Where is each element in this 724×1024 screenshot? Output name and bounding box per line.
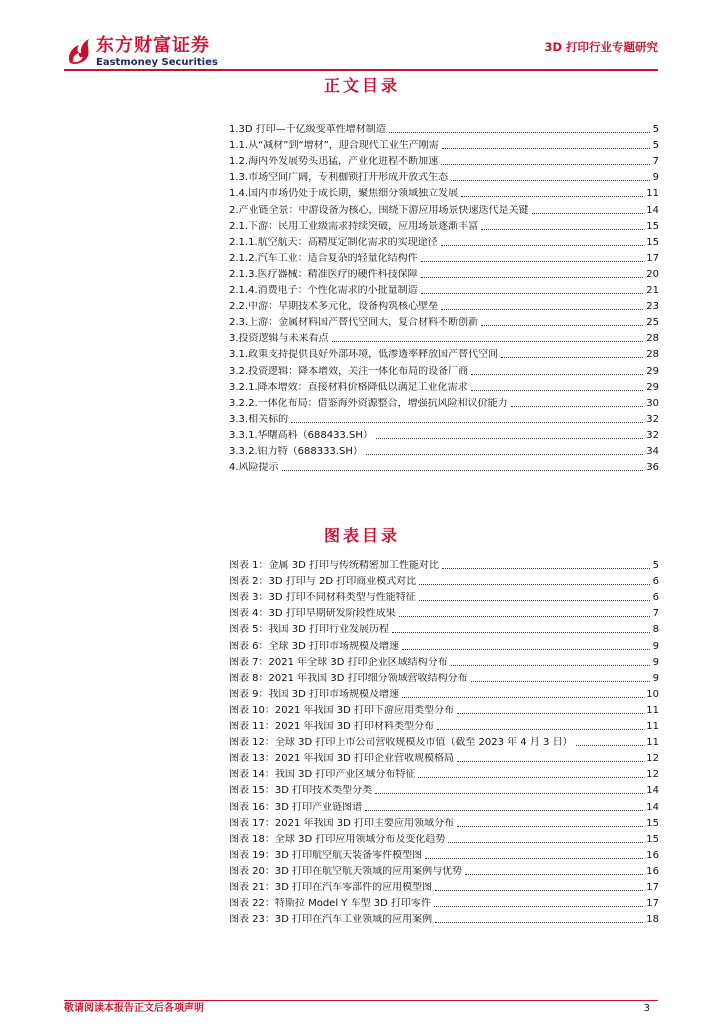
figures-title: 图表目录 (323, 526, 400, 545)
toc-entry[interactable] (229, 361, 659, 377)
figure-entry-text: 图表 17：2021 年我国 3D 打印主要应用领域分布 (229, 817, 454, 829)
toc-title: 正文目录 (323, 76, 400, 95)
toc-entry[interactable] (229, 442, 659, 458)
figure-entry[interactable] (229, 604, 659, 620)
figure-entry[interactable] (229, 781, 659, 797)
dot-leader (437, 729, 643, 730)
report-type: 3D 打印行业专题研究 (544, 40, 658, 54)
figure-entry-text: 图表 12：全球 3D 打印上市公司营收规模及市值（截至 2023 年 4 月 3 日） (229, 737, 573, 749)
toc-entry-page: 9 (652, 172, 659, 184)
toc-entry-text: 3.3.1.华曙高科（688433.SH） (229, 429, 373, 441)
footer-divider (64, 1000, 658, 1001)
dot-leader (435, 922, 643, 923)
figure-entry-page: 15 (646, 817, 659, 829)
toc-entry-page: 15 (646, 220, 659, 232)
figure-entry[interactable] (229, 910, 659, 926)
toc-entry-text: 1.3.市场空间广阔，专利枷锁打开形成开放式生态 (229, 172, 449, 184)
figure-entry-text: 图表 23：3D 打印在汽车工业领域的应用案例 (229, 914, 433, 926)
dot-leader (481, 325, 643, 326)
toc-entry[interactable] (229, 217, 659, 233)
figure-entry-page: 16 (646, 849, 659, 861)
dot-leader (457, 826, 643, 827)
dot-leader (465, 874, 643, 875)
dot-leader (392, 632, 650, 633)
figure-entry-text: 图表 2：3D 打印与 2D 打印商业模式对比 (229, 576, 417, 588)
dot-leader (457, 761, 643, 762)
toc-entry-page: 32 (646, 429, 659, 441)
figure-entry-text: 图表 14：我国 3D 打印产业区域分布特征 (229, 769, 416, 781)
toc-entry[interactable] (229, 378, 659, 394)
figure-entry-page: 6 (652, 592, 659, 604)
figure-entry[interactable] (229, 894, 659, 910)
figure-entry-text: 图表 6：全球 3D 打印市场规模及增速 (229, 640, 399, 652)
figure-entry-text: 图表 5：我国 3D 打印行业发展历程 (229, 624, 389, 636)
dot-leader (451, 180, 650, 181)
figure-entry-page: 5 (652, 560, 659, 572)
toc-entry-page: 21 (646, 285, 659, 297)
toc-entry[interactable] (229, 394, 659, 410)
toc-entry-text: 3.3.2.铂力特（688333.SH） (229, 445, 363, 457)
dot-leader (419, 600, 650, 601)
figure-entry-page: 7 (652, 608, 659, 620)
figure-entry-text: 图表 20：3D 打印在航空航天领域的应用案例与优势 (229, 865, 463, 877)
toc-entry-page: 5 (652, 124, 659, 136)
dot-leader (501, 357, 643, 358)
dot-leader (332, 341, 644, 342)
figure-entry[interactable] (229, 620, 659, 636)
toc-entry[interactable] (229, 265, 659, 281)
page-number: 3 (643, 1003, 650, 1014)
toc-entry-text: 2.2.中游：早期技术多元化，设备构筑核心壁垒 (229, 301, 439, 313)
figure-entry[interactable] (229, 830, 659, 846)
toc-entry-text: 3.1.政策支持提供良好外部环境，低渗透率释放国产替代空间 (229, 349, 499, 361)
figure-entry-page: 14 (646, 785, 659, 797)
toc-entry[interactable] (229, 281, 659, 297)
dot-leader (418, 777, 643, 778)
toc-entry-page: 36 (646, 462, 659, 474)
toc-entry-text: 4.风险提示 (229, 462, 279, 474)
toc-entry-page: 29 (646, 381, 659, 393)
toc-entry[interactable] (229, 329, 659, 345)
toc-entry[interactable] (229, 233, 659, 249)
dot-leader (532, 213, 644, 214)
figure-entry-page: 11 (646, 737, 659, 749)
toc-entry[interactable] (229, 200, 659, 216)
brand-name-en: Eastmoney Securities (96, 57, 218, 68)
dot-leader (448, 842, 643, 843)
figure-entry[interactable] (229, 572, 659, 588)
figure-entry-page: 16 (646, 865, 659, 877)
toc-entry[interactable] (229, 297, 659, 313)
toc-entry[interactable] (229, 152, 659, 168)
figure-entry-page: 12 (646, 769, 659, 781)
toc-entry-text: 1.3D 打印—千亿级变革性增材制造 (229, 124, 386, 136)
figure-entry-page: 11 (646, 704, 659, 716)
figure-entry[interactable] (229, 862, 659, 878)
figure-entry[interactable] (229, 556, 659, 572)
figure-entry-page: 17 (646, 898, 659, 910)
figure-entry[interactable] (229, 669, 659, 685)
toc-entry-page: 29 (646, 365, 659, 377)
dot-leader (481, 229, 643, 230)
toc-entry-text: 2.1.3.医疗器械：精准医疗的硬件科技保障 (229, 268, 418, 280)
toc-entry-text: 2.1.4.消费电子：个性化需求的小批量制造 (229, 285, 418, 297)
toc-entry[interactable] (229, 345, 659, 361)
dot-leader (471, 681, 650, 682)
dot-leader (366, 454, 643, 455)
dot-leader (365, 810, 643, 811)
toc-entry-text: 2.产业链全景：中游设备为核心，围绕下游应用场景快速迭代是关键 (229, 204, 529, 216)
toc-entry-page: 15 (646, 236, 659, 248)
dot-leader (576, 745, 644, 746)
dot-leader (511, 406, 644, 407)
figure-entry[interactable] (229, 701, 659, 717)
figure-entry-page: 18 (646, 914, 659, 926)
dot-leader (441, 164, 650, 165)
figure-entry-text: 图表 1：金属 3D 打印与传统精密加工性能对比 (229, 560, 439, 572)
figure-entry[interactable] (229, 733, 659, 749)
toc-entry-text: 1.4.国内市场仍处于成长期，聚焦细分领域独立发展 (229, 188, 459, 200)
dot-leader (471, 374, 643, 375)
figure-entry-text: 图表 3：3D 打印不同材料类型与性能特征 (229, 592, 416, 604)
figure-entry[interactable] (229, 765, 659, 781)
toc-entry-text: 2.1.2.汽车工业：适合复杂的轻量化结构件 (229, 252, 418, 264)
dot-leader (291, 422, 643, 423)
figure-entry-text: 图表 7：2021 年全球 3D 打印企业区域结构分布 (229, 656, 448, 668)
figure-entry[interactable] (229, 717, 659, 733)
toc-entry[interactable] (229, 410, 659, 426)
figure-entry-text: 图表 15：3D 打印技术类型分类 (229, 785, 373, 797)
figure-entry[interactable] (229, 878, 659, 894)
figure-entry-page: 10 (646, 688, 659, 700)
toc-entry-text: 2.1.1.航空航天：高精度定制化需求的实现途径 (229, 236, 438, 248)
figure-entry-page: 15 (646, 833, 659, 845)
figure-entry[interactable] (229, 685, 659, 701)
figure-entry[interactable] (229, 797, 659, 813)
figure-entry[interactable] (229, 846, 659, 862)
dot-leader (375, 793, 643, 794)
dot-leader (399, 616, 650, 617)
toc-entry[interactable] (229, 184, 659, 200)
dot-leader (282, 470, 644, 471)
figure-entry-text: 图表 22：特斯拉 Model Y 车型 3D 打印零件 (229, 898, 431, 910)
figure-entry-text: 图表 13：2021 年我国 3D 打印企业营收规模格局 (229, 753, 454, 765)
toc-entry[interactable] (229, 249, 659, 265)
figure-entry-page: 8 (652, 624, 659, 636)
toc-entry-text: 2.1.下游：民用工业级需求持续突破，应用场景逐渐丰富 (229, 220, 479, 232)
toc-entry-page: 34 (646, 445, 659, 457)
figure-entry-text: 图表 11：2021 年我国 3D 打印材料类型分布 (229, 721, 434, 733)
dot-leader (441, 309, 643, 310)
header-divider (64, 69, 658, 71)
disclaimer-note: 敬请阅读本报告正文后各项声明 (64, 1003, 204, 1014)
toc-entry-text: 1.2.海内外发展势头迅猛，产业化进程不断加速 (229, 156, 439, 168)
figures-list (229, 556, 659, 926)
toc-entry-page: 25 (646, 317, 659, 329)
dot-leader (461, 196, 643, 197)
toc-entry-page: 5 (652, 140, 659, 152)
dot-leader (421, 277, 644, 278)
dot-leader (441, 245, 644, 246)
dot-leader (419, 584, 649, 585)
toc-entry-text: 3.投资逻辑与未来看点 (229, 333, 329, 345)
dot-leader (442, 148, 650, 149)
toc-entry-page: 28 (646, 349, 659, 361)
toc-entry[interactable] (229, 458, 659, 474)
figure-entry-text: 图表 19：3D 打印航空航天装备零件模型图 (229, 849, 423, 861)
figure-entry-page: 9 (652, 656, 659, 668)
dot-leader (376, 438, 643, 439)
dot-leader (421, 293, 644, 294)
toc-entry-text: 3.2.2.一体化布局：借鉴海外资源整合，增强抗风险和议价能力 (229, 397, 508, 409)
figure-entry-text: 图表 16：3D 打印产业链图谱 (229, 801, 363, 813)
toc-entry-page: 14 (646, 204, 659, 216)
toc-entry-text: 3.3.相关标的 (229, 413, 289, 425)
figure-entry-page: 12 (646, 753, 659, 765)
figure-entry-page: 11 (646, 721, 659, 733)
figure-entry-page: 17 (646, 881, 659, 893)
page-header (0, 0, 724, 72)
figure-entry[interactable] (229, 588, 659, 604)
toc-list (229, 120, 659, 474)
figure-entry-text: 图表 8：2021 年我国 3D 打印细分领域营收结构分布 (229, 672, 468, 684)
figure-entry-page: 9 (652, 672, 659, 684)
dot-leader (402, 697, 643, 698)
toc-entry[interactable] (229, 168, 659, 184)
dot-leader (435, 890, 643, 891)
toc-entry-page: 30 (646, 397, 659, 409)
toc-entry-page: 32 (646, 413, 659, 425)
figure-entry[interactable] (229, 814, 659, 830)
figure-entry[interactable] (229, 749, 659, 765)
brand-name-cn: 东方财富证券 (96, 35, 210, 56)
dot-leader (471, 390, 644, 391)
eastmoney-flame-logo-icon (64, 36, 94, 66)
dot-leader (402, 649, 650, 650)
toc-entry-text: 3.2.1.降本增效：直接材料价格降低以满足工业化需求 (229, 381, 468, 393)
figure-entry-text: 图表 9：我国 3D 打印市场规模及增速 (229, 688, 399, 700)
figure-entry[interactable] (229, 653, 659, 669)
dot-leader (434, 906, 643, 907)
dot-leader (389, 132, 650, 133)
toc-entry[interactable] (229, 136, 659, 152)
figure-entry[interactable] (229, 636, 659, 652)
figure-entry-text: 图表 10：2021 年我国 3D 打印下游应用类型分布 (229, 704, 454, 716)
toc-entry[interactable] (229, 313, 659, 329)
toc-entry-page: 23 (646, 301, 659, 313)
dot-leader (425, 858, 643, 859)
dot-leader (442, 568, 650, 569)
toc-entry[interactable] (229, 120, 659, 136)
toc-entry-page: 17 (646, 252, 659, 264)
toc-entry-page: 11 (646, 188, 659, 200)
figure-entry-page: 9 (652, 640, 659, 652)
dot-leader (421, 261, 644, 262)
figure-entry-page: 14 (646, 801, 659, 813)
toc-entry-page: 7 (652, 156, 659, 168)
dot-leader (451, 665, 650, 666)
figure-entry-page: 6 (652, 576, 659, 588)
toc-entry-page: 20 (646, 268, 659, 280)
toc-entry[interactable] (229, 426, 659, 442)
toc-entry-text: 3.2.投资逻辑：降本增效，关注一体化布局的设备厂商 (229, 365, 469, 377)
dot-leader (457, 713, 643, 714)
figure-entry-text: 图表 21：3D 打印在汽车零部件的应用模型图 (229, 881, 433, 893)
toc-entry-text: 2.3.上游：金属材料国产替代空间大，复合材料不断创新 (229, 317, 479, 329)
toc-entry-text: 1.1.从“减材”到“增材”，迎合现代工业生产刚需 (229, 140, 439, 152)
figure-entry-text: 图表 18：全球 3D 打印应用领域分布及变化趋势 (229, 833, 446, 845)
toc-entry-page: 28 (646, 333, 659, 345)
figure-entry-text: 图表 4：3D 打印早期研发阶段性成果 (229, 608, 396, 620)
